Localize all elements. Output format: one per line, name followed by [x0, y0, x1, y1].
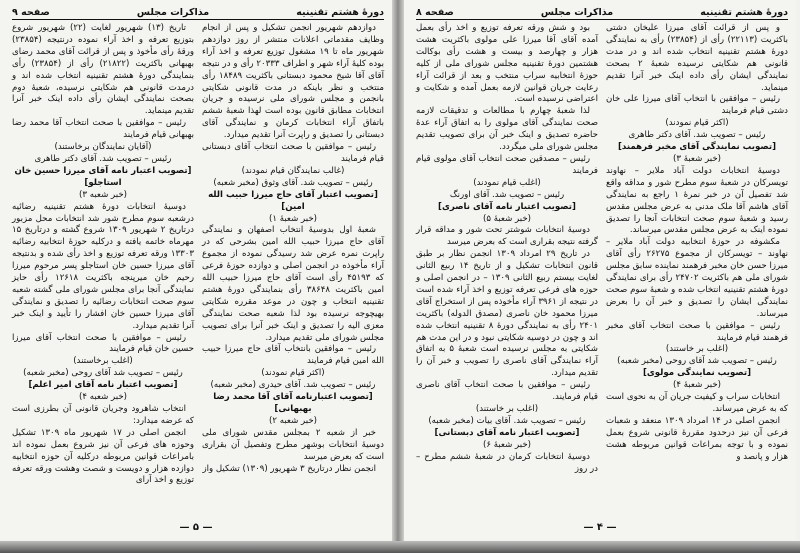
text-columns [12, 23, 384, 487]
paragraph: در تاریخ ۲۹ امرداد ۱۳۰۹ انجمن نظار بر طبق قانون انتخابات تشکیل و از تاریخ ۱۴ ربیع الثانی لغایت بیستم ربیع الثانی ۱۳۰۹ – در انجمن اصلی و حوزه های فرعی تعرفه توزیع و اخذ آراء شده است در نتیجه از ۳۹۶۱ آراء مأخوذه پس از استخراج آقای میرزا محمود خان ناصری (مصدق الدوله) باکثریت ۲۴۰۱ رأی به نمایندگی دورهٔ ۸ تقنینیه انتخاب شده اند و چون در دوسیه شکایتی نبود و در این مدت هم شکایتی به مجلس نرسیده است شعبهٔ ۵ به اتفاق آراء نمایندگی آقای ناصری را تصویب و خبر آن را تقدیم میدارد. [416, 249, 599, 379]
page-header [416, 4, 788, 20]
centered-note: (خبر شعبهٔ ۴) [673, 380, 721, 391]
centered-note: رئیس – تصویب شد. آقای دکتر طاهری [628, 130, 766, 141]
centered-note: (خبر شعبهٔ ۶) [483, 439, 531, 450]
paragraph: رئیس – موافقین بانتخاب آقای حاج میرزا حبیب الله امین قیام فرمایند [202, 344, 384, 367]
section-heading: [تصویب اعتبار نامه آقای میرزا حسین خان استاجلو] [14, 165, 192, 188]
page-footer-number: — ۵ — [179, 522, 213, 533]
centered-note: رئیس – تصویب شد آقای روحی (مخبر شعبه) [23, 368, 183, 379]
column-right [606, 23, 788, 475]
header-title: مذاکرات مجلس [136, 7, 210, 18]
section-heading: [تصویب نمایندگی مولوی] [642, 368, 752, 379]
section-heading: [تصویب اعتبار نامه آقای ناصری] [438, 201, 576, 212]
session-label: دورهٔ هشتم تقنینیه [296, 7, 384, 18]
centered-note: (اغلب بر خاستند) [665, 344, 729, 355]
paragraph: رئیس – موافقین با صحت انتخاب آقای ناصری قیام فرمایند. [416, 380, 598, 403]
page-number: صفحه ۸ [416, 7, 454, 18]
page-gutter [392, 0, 404, 553]
centered-note: (آقایان نمایندگان برخاستند) [54, 142, 152, 153]
centered-note: (خبر شعبه ۲) [269, 415, 317, 426]
centered-note: رئیس – تصویب شد. آقای حیدری (مخبر شعبه) [210, 380, 376, 391]
centered-note: (اکثر قیام نمودند) [665, 118, 729, 129]
text-columns [416, 23, 788, 475]
paragraph: انتخاب شاهرود وجریان قانونی آن بطرزی است که عرضه میدارد: [12, 404, 194, 426]
paragraph: انجمن اصلی در ۱۴ امرداد ۱۳۰۹ منعقد و شعبات فرعی آن نیز درحدود مقررهٔ قانونی شروع بعمل نموده و با توجه بمراعات قوانین مربوطه هشت هزار و پانصد و [606, 415, 788, 462]
centered-note: (غالب نمایندگان قیام نمودند) [241, 165, 345, 176]
paragraph: مکشوفه در حوزهٔ انتخابیه دولت آباد ملایر – نهاوند – تویسرکان از مجموع ۲۶۲۷۵ رأی آقای میرزا حسن خان مخبر فرهمند نماینده سابق مجلس شورای ملی هم باکثریت ۲۴۷۰۲ رأی برای نمایندگی دورهٔ هشتم تقنینیه انتخاب شده و شعبهٔ سوم صحت نمایندگی ایشان را تصدیق و خبر آن را بعرض میرساند. [606, 237, 788, 319]
paragraph: دوسیهٔ انتخابات شوشتر تحت شور و مداقه قرار گرفته نتیجه بقراری است که بعرض میرسد [416, 225, 598, 248]
centered-note: رئیس – تصویب شد. آقای وثوق (مخبر شعبه) [213, 177, 373, 188]
section-heading: [تصویب اعتبارنامه آقای آقا محمد رضا بهبهانی] [213, 392, 373, 414]
paragraph: خبر از شعبه ۲ بمجلس مقدس شورای ملی دوسیهٔ انتخابات بوشهر مطرح وتفصیل آن بقراری است که بعرض میرسد [202, 427, 384, 462]
section-heading: [تصویب اعتبار آقای حاج میرزا حبیب الله امین] [208, 189, 378, 212]
paragraph: و پس از قرائت آقای میرزا علیخان دشتی باکثریت (۲۲۱۱۳) رأی از (۲۳۸۵۴) رأی به نمایندگی دورهٔ هشتم تقنینیه انتخاب شده اند و در مدت قانونی هم شکایتی نرسیده شعبهٔ ۲ بصحت نمایندگی ایشان رأی داده اینک خبر آنرا تقدیم مینماید. [606, 23, 789, 93]
centered-note: رئیس – تصویب شد. آقای بیات (مخبر شعبه) [428, 415, 586, 426]
paragraph: رئیس – موافقین با صحت انتخاب آقای دبستانی قیام فرمایند [202, 142, 384, 164]
centered-note: (اکثر قیام نمودند) [261, 368, 325, 379]
column-right [202, 23, 384, 487]
paragraph: شعبهٔ اول بدوسیهٔ انتخاب اصفهان و نمایندگی آقای حاج میرزا حبیب الله امین بشرحی که در راپرت نمره عرض شد رسیدگی نموده از مجموع آراء مأخوذه در انجمن اصلی و دوازده حوزهٔ فرعی که ۴۵۱۹۳ رأی است آقای حاج میرزا حبیب الله امین باکثریت ۳۸۶۴۸ رأی بنمایندگی دورهٔ هشتم تقنینیه انتخاب و چون در موعد مقرره شکایتی بهیچوجه نرسیده بود لذا شعبه صحت نمایندگی معزی الیه را تصدیق و اینک خبر آنرا برای تصویب مجلس شورای ملی تقدیم میدارد. [202, 225, 385, 343]
centered-note: رئیس – تصویب شد. آقای اورنگ [449, 189, 565, 200]
page-footer-number: — ۴ — [583, 522, 617, 533]
paragraph: رئیس – موافقین با صحت انتخاب آقا محمد رضا بهبهانی قیام فرمایند [12, 118, 194, 141]
centered-note: رئیس – تصویب شد آقای روحی (مخبر شعبه) [617, 356, 777, 367]
paragraph: رئیس – موافقین با صحت انتخاب آقای میرزا حسین خان قیام فرمایند [12, 332, 194, 355]
paragraph: دوسیهٔ انتخابات کرمان در شعبهٔ ششم مطرح – در روز [416, 451, 598, 474]
centered-note: (خبر شعبه ۴) [79, 392, 127, 403]
paragraph: لذا شعبهٔ چهارم با مطالعات و تدقیقات لازمه صحت نمایندگی آقای مولوی را به اتفاق آراء عدهٔ حاضره تصدیق و اینک خبر آن برای تصویب تقدیم مجلس شورای ملی میگردد. [416, 106, 598, 153]
page-number: صفحه ۹ [12, 7, 50, 18]
paragraph: رئیس – مصدقین صحت انتخاب آقای مولوی قیام فرمایند [416, 153, 598, 176]
paragraph: دوسیهٔ انتخابات دولت آباد ملایر – نهاوند تویسرکان در شعبهٔ سوم مطرح شور و مداقه واقع شد تفصیل آن در خبر نمرهٔ ۱ راجع به نمایندگی آقای هاشم آقا ملک مدنی به عرض مجلس مقدس رسید و شعبهٔ سوم صحت انتخابات آنجا را تصدیق نموده اینک به عرض مجلس مقدس میرساند. [606, 165, 788, 236]
session-label: دورهٔ هشتم تقنینیه [700, 7, 788, 18]
centered-note: (خبر شعبهٔ ۵) [483, 213, 531, 224]
paragraph: انتخابات سراب و کیفیت جریان آن به نحوی است که به عرض میرساند. [606, 392, 788, 414]
centered-note: (اغلب برخاستند) [73, 356, 133, 367]
page-header [12, 4, 384, 20]
paragraph: دوازدهم شهریور انجمن تشکیل و پس از انجام وظایف مقدماتی اعلانات منتشر از روز دوازدهم شهریور ماه تا ۱۹ مشغول توزیع تعرفه و اخذ آراء بوده کلیهٔ آراء شهر و اطراف ۲۰۳۳۳ رأی و در نتیجه آقای آقا شیخ محمود دبستانی باکثریت ۱۸۴۸۹ رأی منتخب و نظر باینکه در مدت قانونی شکایتی بانجمن و مجلس شورای ملی نرسیده و جریان انتخابات مطابق قانون بوده است لهذا شعبهٔ ششم باتفاق آراء انتخابات کرمان و نمایندگی آقای دبستانی را تصدیق و راپرت آنرا تقدیم میدارد. [202, 23, 384, 141]
paragraph: بود و شش ورقه تعرفه توزیع و اخذ رأی بعمل آمده آقای آقا میرزا علی مولوی باکثریت هشت هزار و چهارصد و بیست و هشت رأی بوکالت هشتمین دورهٔ تقنینیه مجلس شورای ملی از کلیه حوزهٔ انتخابیه سراب منتخب و بعد از قرائت آراء رعایت جریان قوانین لازمه بعمل آمده و شکایت و اعتراضی نرسیده است. [416, 23, 598, 105]
page-8 [404, 0, 796, 540]
centered-note: (خبر شعبهٔ ۳) [673, 153, 721, 164]
section-heading: [تصویب نمایندگی آقای مخبر فرهمند] [617, 142, 777, 153]
column-left [416, 23, 598, 475]
paragraph: تاریخ (۱۳) شهریور لغایت (۲۲) شهریور شروع بتوزیع تعرفه و اخذ آراء نموده درنتیجه (۲۳۸۵۴) ورقهٔ رأی مأخوذ و پس از قرائت آقای محمد رضای بهبهانی باکثریت (۲۱۸۲۲) رأی از (۲۳۸۵۴) رأی بنمایندگی دورهٔ هشتم تقنینیه انتخاب شده اند و درمدت قانونی هم شکایتی نرسیده، شعبهٔ دوم بصحت نمایندگی ایشان رأی داده اینک خبر آنرا تقدیم مینماید. [12, 23, 194, 117]
centered-note: (خبر شعبه ۳) [79, 189, 127, 200]
paragraph: دوسیهٔ انتخابات دورهٔ هشتم تقنینیه رضائیه درشعبه سوم مطرح شور شد انتخابات محل مزبور درتاریخ ۲ شهریور ۱۳۰۹ شروع گشته و درتاریخ ۱۵ مهرماه خاتمه یافته و درکلیه حوزهٔ انتخابیه رضائیه ۱۳۳۰۳ ورقه تعرفه توزیع و اخذ رأی شده و بدنتیجه آقای میرزا حسین خان استاجلو پسر مرحوم میرزا رحیم خان میرپنجه باکثریت ۱۲۶۱۸ رأی حایز نمایندگی آنجا برای مجلس شورای ملی گشته شعبه سوم صحت انتخابات رضائیه را تصدیق و نمایندگی آقای میرزا حسین خان افشار را تأیید و اینک خبر آنرا تقدیم میدارد. [12, 201, 195, 331]
paragraph: انجمن نظار درتاریخ ۳ شهریور (۱۳۰۹) تشکیل واز [202, 463, 376, 474]
centered-note: (اغلب بر خاستند) [475, 404, 539, 414]
paragraph: انجمن اصلی در ۱۷ شهریور ماه ۱۳۰۹ تشکیل وحوزه های فرعی آن نیز شروع بعمل نموده اند بامراعات قوانین مربوطه درکلیه آن حوزه انتخابیه دوازده هزار و دویست و شصت وهشت ورقه تعرفه توزیع و اخذ آرای [12, 427, 194, 486]
paragraph: رئیس – موافقین با انتخاب آقای میرزا علی خان دشتی قیام فرمایند [606, 94, 788, 117]
scan-bottom-edge [0, 541, 800, 553]
section-heading: [تصویب اعتبار نامه آقای امیر اعلم] [28, 380, 178, 391]
page-9 [0, 0, 392, 540]
section-heading: [تصویب اعتبار نامه آقای دبستانی] [434, 427, 580, 438]
paragraph: رئیس – موافقین با صحت انتخاب آقای مخبر فرهمند قیام فرمایند [606, 320, 788, 343]
header-title: مذاکرات مجلس [540, 7, 614, 18]
centered-note: رئیس – تصویب شد. آقای دکتر طاهری [34, 153, 172, 164]
centered-note: (خبر شعبهٔ ۱) [269, 213, 317, 224]
centered-note: (اغلب قیام نمودند) [473, 177, 541, 188]
column-left [12, 23, 194, 487]
